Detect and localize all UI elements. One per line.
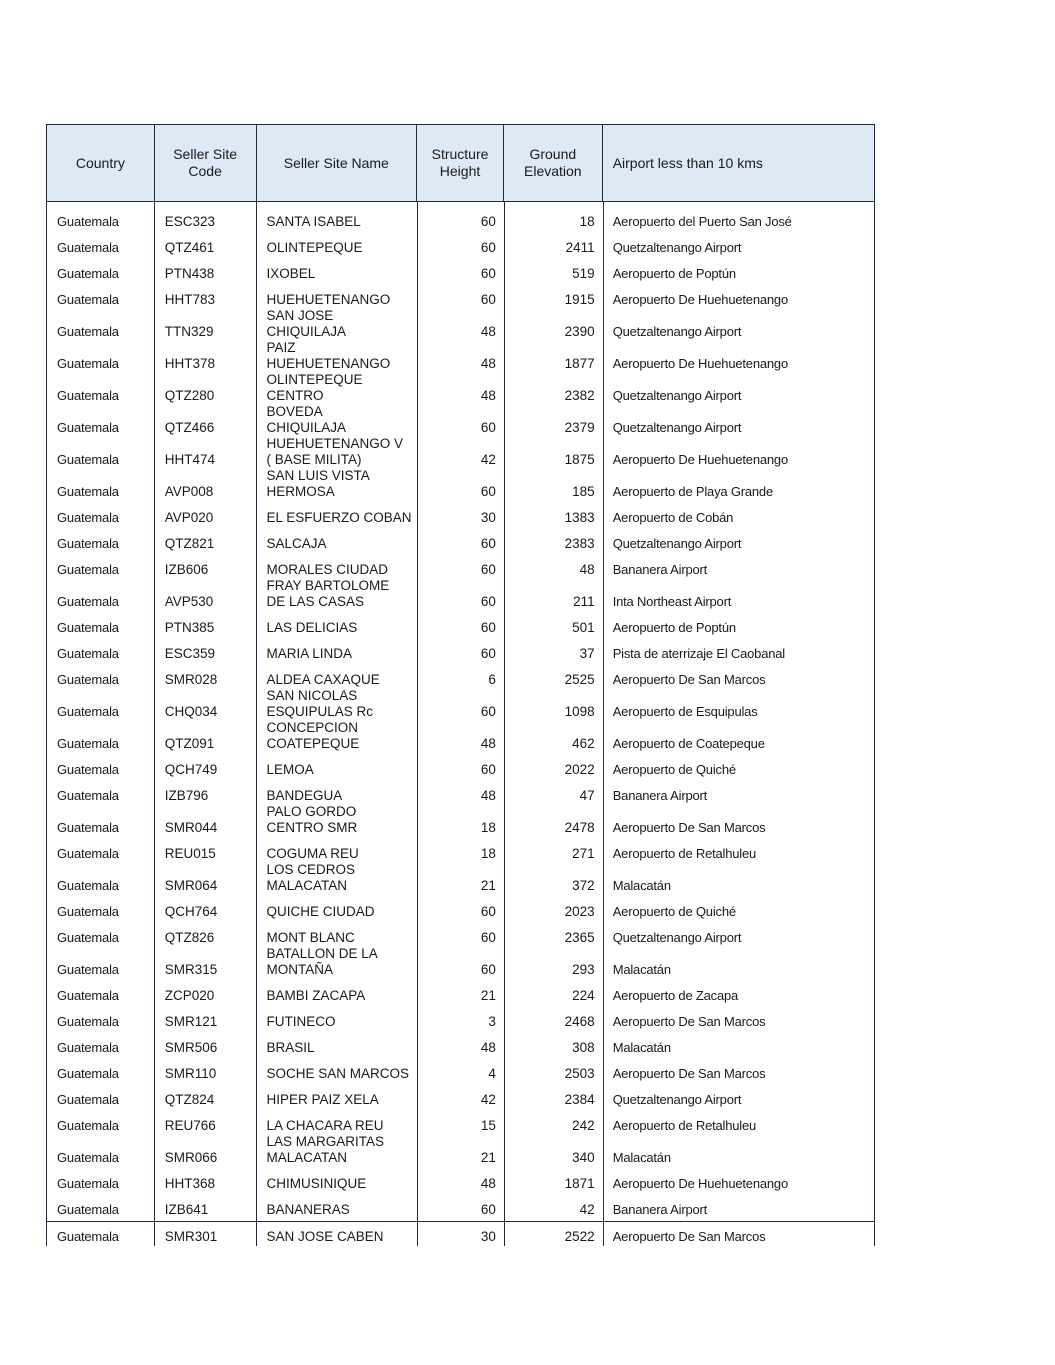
table-row (47, 781, 874, 807)
cell-ground-elevation: 37 (579, 646, 595, 661)
cell-site-name: LOS CEDROS MALACATAN (266, 862, 356, 893)
cell-site-code: QTZ824 (164, 1092, 215, 1107)
cell-country: Guatemala (57, 536, 119, 551)
table-row (47, 946, 874, 981)
cell-site-code: SMR121 (164, 1014, 218, 1029)
table-row (47, 923, 874, 949)
cell-ground-elevation: 2503 (564, 1066, 595, 1081)
cell-site-code: PTN385 (164, 620, 215, 635)
cell-ground-elevation: 340 (572, 1150, 595, 1165)
table-row (47, 436, 874, 471)
cell-airport: Bananera Airport (612, 562, 708, 577)
cell-country: Guatemala (57, 324, 119, 339)
cell-ground-elevation: 372 (572, 878, 595, 893)
cell-airport: Bananera Airport (612, 788, 708, 803)
cell-structure-height: 48 (480, 388, 496, 403)
cell-airport: Aeropuerto De San Marcos (612, 1066, 766, 1081)
cell-country: Guatemala (57, 214, 119, 229)
cell-ground-elevation: 211 (573, 594, 595, 609)
cell-site-name: MORALES CIUDAD (266, 562, 389, 577)
cell-site-name: BATALLON DE LA MONTAÑA (266, 946, 378, 977)
cell-site-code: SMR066 (164, 1150, 218, 1165)
cell-site-name: OLINTEPEQUE (266, 240, 363, 255)
cell-airport: Quetzaltenango Airport (612, 324, 742, 339)
header-structure-height: Structure Height (417, 125, 504, 201)
cell-country: Guatemala (57, 1066, 119, 1081)
cell-airport: Aeropuerto de Quiché (612, 904, 736, 919)
cell-site-code: QTZ826 (164, 930, 215, 945)
cell-structure-height: 18 (480, 820, 496, 835)
cell-site-code: REU766 (164, 1118, 216, 1133)
cell-site-name: SAN JOSE CABEN (266, 1229, 384, 1244)
cell-ground-elevation: 2411 (565, 240, 595, 255)
cell-site-name: SAN LUIS VISTA HERMOSA (266, 468, 370, 499)
cell-ground-elevation: 293 (572, 962, 595, 977)
cell-airport: Aeropuerto De San Marcos (612, 1014, 766, 1029)
cell-site-code: SMR315 (164, 962, 218, 977)
cell-site-code: SMR044 (164, 820, 218, 835)
cell-ground-elevation: 2379 (564, 420, 595, 435)
header-ground-elevation: Ground Elevation (504, 125, 603, 201)
cell-airport: Aeropuerto de Coatepeque (612, 736, 765, 751)
cell-country: Guatemala (57, 484, 119, 499)
cell-country: Guatemala (57, 962, 119, 977)
cell-structure-height: 60 (480, 536, 496, 551)
cell-site-name: SAN NICOLAS ESQUIPULAS Rc (266, 688, 374, 719)
cell-site-code: QTZ821 (164, 536, 215, 551)
cell-country: Guatemala (57, 988, 119, 1003)
cell-site-code: SMR506 (164, 1040, 218, 1055)
cell-country: Guatemala (57, 240, 119, 255)
cell-structure-height: 60 (480, 266, 496, 281)
cell-structure-height: 48 (480, 356, 496, 371)
table-row (47, 720, 874, 755)
cell-country: Guatemala (57, 594, 119, 609)
cell-airport: Quetzaltenango Airport (612, 930, 742, 945)
cell-airport: Malacatán (612, 1150, 671, 1165)
cell-country: Guatemala (57, 704, 119, 719)
cell-site-name: BOVEDA CHIQUILAJA (266, 404, 347, 435)
cell-structure-height: 60 (480, 214, 496, 229)
cell-ground-elevation: 271 (572, 846, 595, 861)
table-row (47, 1059, 874, 1085)
cell-site-name: CONCEPCION COATEPEQUE (266, 720, 360, 751)
header-seller-site-name: Seller Site Name (257, 125, 418, 201)
cell-country: Guatemala (57, 1118, 119, 1133)
cell-site-name: PALO GORDO CENTRO SMR (266, 804, 358, 835)
cell-ground-elevation: 1877 (564, 356, 595, 371)
table-row (47, 578, 874, 613)
table-row (47, 688, 874, 723)
cell-country: Guatemala (57, 266, 119, 281)
cell-airport: Pista de aterrizaje El Caobanal (612, 646, 785, 661)
cell-airport: Quetzaltenango Airport (612, 388, 742, 403)
cell-structure-height: 42 (480, 1092, 496, 1107)
cell-site-code: QCH749 (164, 762, 218, 777)
cell-airport: Aeropuerto de Esquipulas (612, 704, 758, 719)
cell-country: Guatemala (57, 762, 119, 777)
cell-country: Guatemala (57, 510, 119, 525)
cell-airport: Aeropuerto De San Marcos (612, 1229, 766, 1244)
cell-site-code: QTZ091 (164, 736, 215, 751)
cell-structure-height: 60 (480, 704, 496, 719)
cell-country: Guatemala (57, 930, 119, 945)
table-row (47, 981, 874, 1007)
cell-site-code: ESC323 (164, 214, 216, 229)
table-body (46, 202, 875, 1246)
cell-country: Guatemala (57, 1176, 119, 1191)
cell-airport: Malacatán (612, 878, 671, 893)
cell-ground-elevation: 185 (572, 484, 595, 499)
cell-ground-elevation: 2365 (564, 930, 595, 945)
table-row (47, 1033, 874, 1059)
cell-structure-height: 60 (480, 1202, 496, 1217)
cell-airport: Malacatán (612, 1040, 671, 1055)
cell-site-name: HUEHUETENANGO V ( BASE MILITA) (266, 436, 404, 467)
cell-structure-height: 21 (480, 1150, 496, 1165)
cell-structure-height: 3 (488, 1014, 496, 1029)
cell-structure-height: 48 (480, 788, 496, 803)
cell-ground-elevation: 242 (572, 1118, 595, 1133)
cell-airport: Aeropuerto de Retalhuleu (612, 846, 757, 861)
cell-country: Guatemala (57, 820, 119, 835)
cell-ground-elevation: 2525 (564, 672, 595, 687)
cell-structure-height: 60 (480, 562, 496, 577)
table-row (47, 1134, 874, 1169)
cell-site-code: AVP020 (164, 510, 214, 525)
cell-structure-height: 48 (480, 1040, 496, 1055)
table-row (47, 1195, 874, 1221)
cell-structure-height: 21 (480, 988, 496, 1003)
table-row (47, 372, 874, 407)
column-divider (603, 202, 604, 1246)
cell-structure-height: 60 (480, 292, 496, 307)
table-row (47, 862, 874, 897)
table-row (47, 897, 874, 923)
table-row (47, 468, 874, 503)
cell-airport: Aeropuerto De Huehuetenango (612, 292, 788, 307)
cell-country: Guatemala (57, 846, 119, 861)
cell-site-name: SANTA ISABEL (266, 214, 361, 229)
header-seller-site-code: Seller Site Code (155, 125, 257, 201)
cell-site-code: QTZ280 (164, 388, 215, 403)
cell-site-name: COGUMA REU (266, 846, 359, 861)
cell-ground-elevation: 462 (572, 736, 595, 751)
cell-structure-height: 60 (480, 962, 496, 977)
cell-site-name: IXOBEL (266, 266, 316, 281)
cell-site-code: QTZ461 (164, 240, 215, 255)
cell-airport: Aeropuerto de Quiché (612, 762, 736, 777)
cell-structure-height: 48 (480, 1176, 496, 1191)
cell-site-code: ESC359 (164, 646, 216, 661)
table-row (47, 639, 874, 665)
cell-structure-height: 48 (480, 324, 496, 339)
cell-structure-height: 4 (488, 1066, 496, 1081)
cell-airport: Quetzaltenango Airport (612, 1092, 742, 1107)
cell-site-code: AVP530 (164, 594, 214, 609)
cell-site-name: SOCHE SAN MARCOS (266, 1066, 410, 1081)
cell-airport: Malacatán (612, 962, 671, 977)
cell-country: Guatemala (57, 420, 119, 435)
cell-country: Guatemala (57, 672, 119, 687)
cell-airport: Aeropuerto De Huehuetenango (612, 452, 788, 467)
cell-country: Guatemala (57, 736, 119, 751)
cell-structure-height: 60 (480, 594, 496, 609)
cell-structure-height: 60 (480, 646, 496, 661)
cell-airport: Aeropuerto del Puerto San José (612, 214, 792, 229)
cell-site-name: ALDEA CAXAQUE (266, 672, 380, 687)
cell-site-code: HHT378 (164, 356, 216, 371)
cell-ground-elevation: 18 (579, 214, 595, 229)
cell-site-code: SMR110 (164, 1066, 217, 1081)
cell-site-code: HHT368 (164, 1176, 216, 1191)
cell-site-code: PTN438 (164, 266, 215, 281)
cell-site-code: TTN329 (164, 324, 214, 339)
cell-site-name: PAIZ HUEHUETENANGO (266, 340, 391, 371)
cell-structure-height: 18 (480, 846, 496, 861)
table-row (47, 755, 874, 781)
table-row (47, 613, 874, 639)
table-row (47, 804, 874, 839)
cell-site-name: LAS MARGARITAS MALACATAN (266, 1134, 385, 1165)
site-table (46, 124, 875, 1246)
cell-structure-height: 60 (480, 484, 496, 499)
cell-ground-elevation: 2522 (564, 1229, 595, 1244)
cell-ground-elevation: 2478 (564, 820, 595, 835)
cell-structure-height: 30 (480, 1229, 496, 1244)
cell-site-code: SMR064 (164, 878, 218, 893)
table-row (47, 340, 874, 375)
cell-site-code: QCH764 (164, 904, 218, 919)
cell-site-name: OLINTEPEQUE CENTRO (266, 372, 363, 403)
cell-ground-elevation: 224 (572, 988, 595, 1003)
cell-structure-height: 21 (480, 878, 496, 893)
cell-airport: Quetzaltenango Airport (612, 240, 742, 255)
cell-structure-height: 60 (480, 904, 496, 919)
cell-ground-elevation: 47 (579, 788, 595, 803)
cell-site-code: IZB641 (164, 1202, 209, 1217)
cell-site-name: EL ESFUERZO COBAN (266, 510, 412, 525)
cell-country: Guatemala (57, 646, 119, 661)
cell-site-code: ZCP020 (164, 988, 215, 1003)
cell-site-name: BANANERAS (266, 1202, 350, 1217)
cell-ground-elevation: 1871 (564, 1176, 595, 1191)
cell-site-code: HHT474 (164, 452, 216, 467)
cell-airport: Quetzaltenango Airport (612, 420, 742, 435)
cell-structure-height: 60 (480, 620, 496, 635)
cell-ground-elevation: 2383 (564, 536, 595, 551)
table-row (47, 259, 874, 285)
cell-site-name: BAMBI ZACAPA (266, 988, 366, 1003)
cell-airport: Aeropuerto De Huehuetenango (612, 1176, 788, 1191)
cell-site-code: SMR028 (164, 672, 218, 687)
cell-structure-height: 60 (480, 930, 496, 945)
table-row (47, 839, 874, 865)
table-row (47, 1007, 874, 1033)
cell-country: Guatemala (57, 620, 119, 635)
cell-airport: Aeropuerto de Cobán (612, 510, 734, 525)
cell-site-code: REU015 (164, 846, 216, 861)
cell-country: Guatemala (57, 356, 119, 371)
cell-ground-elevation: 2023 (564, 904, 595, 919)
cell-structure-height: 42 (480, 452, 496, 467)
cell-ground-elevation: 501 (572, 620, 595, 635)
cell-country: Guatemala (57, 292, 119, 307)
table-row (47, 665, 874, 691)
cell-airport: Aeropuerto De Huehuetenango (612, 356, 788, 371)
column-divider (504, 202, 505, 1246)
cell-site-code: IZB796 (164, 788, 209, 803)
cell-airport: Aeropuerto de Poptún (612, 266, 736, 281)
cell-airport: Inta Northeast Airport (612, 594, 732, 609)
cell-ground-elevation: 2022 (564, 762, 595, 777)
cell-ground-elevation: 42 (579, 1202, 595, 1217)
table-row (47, 503, 874, 529)
table-row (47, 1111, 874, 1137)
table-row (47, 404, 874, 439)
cell-site-name: HIPER PAIZ XELA (266, 1092, 379, 1107)
cell-site-code: CHQ034 (164, 704, 218, 719)
cell-structure-height: 30 (480, 510, 496, 525)
cell-ground-elevation: 1875 (564, 452, 595, 467)
cell-structure-height: 60 (480, 762, 496, 777)
cell-country: Guatemala (57, 1229, 119, 1244)
cell-airport: Aeropuerto de Retalhuleu (612, 1118, 757, 1133)
cell-structure-height: 60 (480, 240, 496, 255)
table-row (47, 202, 874, 233)
cell-site-code: HHT783 (164, 292, 216, 307)
cell-ground-elevation: 2384 (564, 1092, 595, 1107)
cell-country: Guatemala (57, 904, 119, 919)
column-divider (256, 202, 257, 1246)
cell-site-code: IZB606 (164, 562, 209, 577)
cell-ground-elevation: 308 (572, 1040, 595, 1055)
cell-ground-elevation: 1098 (564, 704, 595, 719)
cell-site-name: CHIMUSINIQUE (266, 1176, 367, 1191)
table-row (47, 285, 874, 311)
cell-airport: Quetzaltenango Airport (612, 536, 742, 551)
cell-country: Guatemala (57, 1202, 119, 1217)
cell-country: Guatemala (57, 1092, 119, 1107)
column-divider (417, 202, 418, 1246)
cell-structure-height: 15 (480, 1118, 496, 1133)
cell-airport: Aeropuerto de Playa Grande (612, 484, 773, 499)
table-row (47, 308, 874, 343)
header-airport: Airport less than 10 kms (612, 154, 763, 171)
cell-country: Guatemala (57, 388, 119, 403)
cell-site-code: AVP008 (164, 484, 214, 499)
cell-site-name: SALCAJA (266, 536, 327, 551)
cell-site-name: FUTINECO (266, 1014, 336, 1029)
cell-country: Guatemala (57, 1014, 119, 1029)
table-row (47, 1169, 874, 1195)
cell-country: Guatemala (57, 562, 119, 577)
table-row (47, 1221, 874, 1246)
table-row (47, 529, 874, 555)
cell-site-name: FRAY BARTOLOME DE LAS CASAS (266, 578, 390, 609)
cell-country: Guatemala (57, 878, 119, 893)
cell-site-name: MARIA LINDA (266, 646, 353, 661)
cell-site-name: LEMOA (266, 762, 314, 777)
cell-country: Guatemala (57, 1150, 119, 1165)
table-row (47, 233, 874, 259)
cell-airport: Aeropuerto de Zacapa (612, 988, 739, 1003)
cell-ground-elevation: 1915 (564, 292, 595, 307)
table-header (46, 124, 875, 202)
cell-site-code: SMR301 (164, 1229, 218, 1244)
cell-structure-height: 60 (480, 420, 496, 435)
cell-ground-elevation: 2468 (564, 1014, 595, 1029)
cell-site-name: MONT BLANC (266, 930, 355, 945)
cell-ground-elevation: 2390 (564, 324, 595, 339)
cell-airport: Bananera Airport (612, 1202, 708, 1217)
cell-airport: Aeropuerto De San Marcos (612, 820, 766, 835)
cell-site-name: SAN JOSE CHIQUILAJA (266, 308, 347, 339)
cell-site-name: LAS DELICIAS (266, 620, 358, 635)
cell-site-name: BRASIL (266, 1040, 315, 1055)
cell-country: Guatemala (57, 452, 119, 467)
cell-country: Guatemala (57, 788, 119, 803)
cell-ground-elevation: 48 (579, 562, 595, 577)
column-divider (154, 202, 155, 1246)
cell-structure-height: 48 (480, 736, 496, 751)
cell-airport: Aeropuerto de Poptún (612, 620, 736, 635)
table-row (47, 1085, 874, 1111)
header-country: Country (47, 125, 155, 201)
table-row (47, 555, 874, 581)
cell-country: Guatemala (57, 1040, 119, 1055)
cell-site-name: LA CHACARA REU (266, 1118, 384, 1133)
cell-ground-elevation: 1383 (564, 510, 595, 525)
cell-ground-elevation: 519 (572, 266, 595, 281)
cell-site-name: QUICHE CIUDAD (266, 904, 375, 919)
cell-site-name: BANDEGUA (266, 788, 343, 803)
cell-structure-height: 6 (488, 672, 496, 687)
cell-site-code: QTZ466 (164, 420, 215, 435)
cell-site-name: HUEHUETENANGO (266, 292, 391, 307)
cell-ground-elevation: 2382 (564, 388, 595, 403)
cell-airport: Aeropuerto De San Marcos (612, 672, 766, 687)
